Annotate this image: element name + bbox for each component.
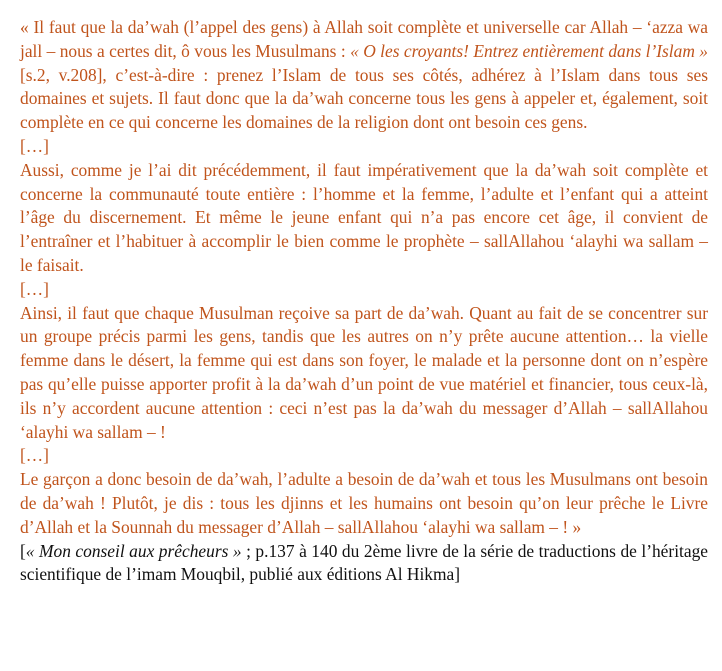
source-reference (20, 540, 708, 588)
paragraph-4: Le garçon a donc besoin de da’wah, l’adulte a besoin de da’wah et tous les Musulmans ont besoin de da’wah ! Plutôt, je dis : tous les djinns et les humains ont besoin qu’on leur prêche le Livre d’Allah et la Sounnah du messager d’Allah – sallAllahou ‘alayhi wa sallam – ! » (20, 469, 708, 537)
paragraph-1-intro: « Il faut que la da’wah (l’appel des gens) à Allah soit complète et universelle car Allah – ‘azza wa jall – nous a certes dit, ô vous les Musulmans : (20, 17, 708, 61)
paragraph-1-body: [s.2, v.208], c’est-à-dire : prenez l’Islam de tous ses côtés, adhérez à l’Islam dans tous ses domaines et sujets. Il faut donc que la da’wah concerne tous les gens à appeler et, également, soit complète en ce qui concerne les domaines de la religion dont ont besoin ces gens. (20, 64, 708, 133)
reference-details: ; p.137 à 140 du 2ème livre de la série de traductions de l’héritage scientifique de l’imam Mouqbil, publié aux éditions Al Hikma] (20, 540, 708, 585)
ellipsis-separator-1: […] (20, 135, 49, 156)
ellipsis-separator-3: […] (20, 445, 49, 466)
ellipsis-separator-2: […] (20, 278, 49, 299)
paragraph-3: Ainsi, il faut que chaque Musulman reçoive sa part de da’wah. Quant au fait de se concentrer sur un groupe précis parmi les gens, tandis que les autres on n’y prête aucune attention… la vielle femme dans le désert, la femme qui est dans son foyer, le malade et la personne dont on n’espère pas qu’elle puisse apporter profit à la da’wah d’un point de vue matériel et financier, tous ceux-là, ils n’y accordent aucune attention : ceci n’est pas la da’wah du messager d’Allah – sallAllahou ‘alayhi wa sallam – ! (20, 302, 708, 442)
quran-quote: « O les croyants! Entrez entièrement dans l’Islam » (350, 40, 708, 61)
reference-open-bracket: [ (20, 540, 26, 561)
reference-book-title: « Mon conseil aux prêcheurs » (25, 540, 242, 561)
paragraph-1 (20, 16, 708, 135)
paragraph-2: Aussi, comme je l’ai dit précédemment, il faut impérativement que la da’wah soit complète et concerne la communauté toute entière : l’homme et la femme, l’adulte et l’enfant qui a atteint l’âge du discernement. Et même le jeune enfant qui n’a pas encore cet âge, il convient de l’entraîner et l’habituer à accomplir le bien comme le prophète – sallAllahou ‘alayhi wa sallam – le faisait. (20, 159, 708, 275)
